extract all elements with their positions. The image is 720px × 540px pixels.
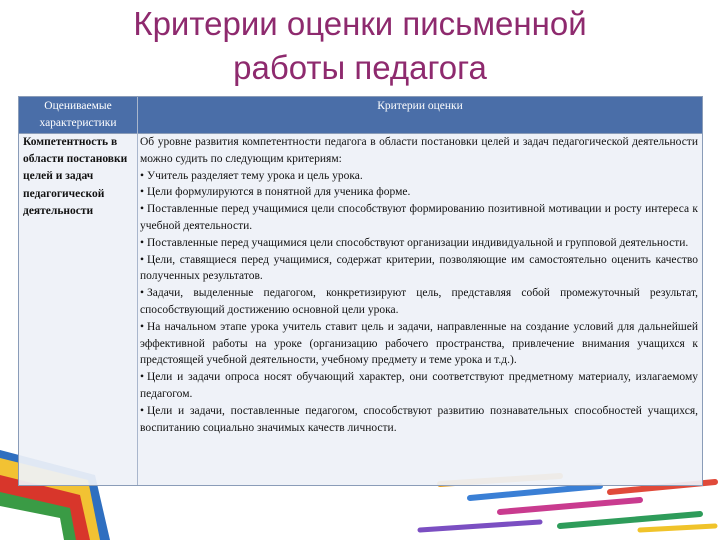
bullet-icon: • [140, 236, 145, 249]
bullet-icon: • [140, 186, 145, 199]
list-item: • На начальном этапе урока учитель ставит цель и задачи, направленные на создание условий для дальнейшей эффективной работы на уроке (организацию рабочего пространства, привлечение внимания учащихся к предстоящей учебной деятельности, учебному предмету и теме урока и т.д.). [140, 320, 698, 367]
list-item: • Поставленные перед учащимися цели способствуют формированию позитивной мотивации и росту интереса к учебной деятельности. [140, 203, 698, 232]
criteria-table [18, 96, 703, 486]
column-divider [137, 97, 138, 485]
bullet-icon: • [140, 287, 145, 300]
title-line-2: работы педагога [233, 49, 487, 86]
header-characteristics: Оцениваемые характеристики [39, 100, 117, 129]
list-item: • Цели формулируются в понятной для ученика форме. [140, 184, 698, 201]
title-line-1: Критерии оценки письменной [133, 5, 587, 42]
criteria-intro: Об уровне развития компетентности педагога в области постановки целей и задач педагогической деятельности можно судить по следующим критериям: [140, 136, 698, 165]
bullet-icon: • [140, 404, 145, 417]
header-criteria: Критерии оценки [377, 100, 463, 112]
list-item: • Цели, ставящиеся перед учащимися, содержат критерии, позволяющие им самостоятельно оценить качество полученных результатов. [140, 253, 698, 283]
criteria-cell [140, 134, 698, 436]
list-item: • Цели и задачи опроса носят обучающий характер, они соответствуют предметному материалу, излагаемому педагогом. [140, 371, 698, 400]
bullet-icon: • [140, 203, 145, 216]
bullet-icon: • [140, 253, 145, 266]
bullet-icon: • [140, 371, 145, 384]
bullet-icon: • [140, 320, 145, 333]
list-item: • Учитель разделяет тему урока и цель урока. [140, 168, 698, 185]
table-header-row [19, 97, 702, 134]
slide-title [0, 2, 720, 90]
characteristic-cell: Компетентность в области постановки целей и задач педагогической деятельности [23, 136, 128, 217]
list-item: • Задачи, выделенные педагогом, конкретизируют цель, представляя собой промежуточный результат, способствующий достижению основной цели урока. [140, 287, 698, 316]
bullet-icon: • [140, 169, 145, 182]
list-item: • Цели и задачи, поставленные педагогом, способствуют развитию познавательных способностей учащихся, воспитанию социально значимых качеств личности. [140, 404, 698, 434]
list-item: • Поставленные перед учащимися цели способствуют организации индивидуальной и групповой деятельности. [140, 235, 698, 252]
